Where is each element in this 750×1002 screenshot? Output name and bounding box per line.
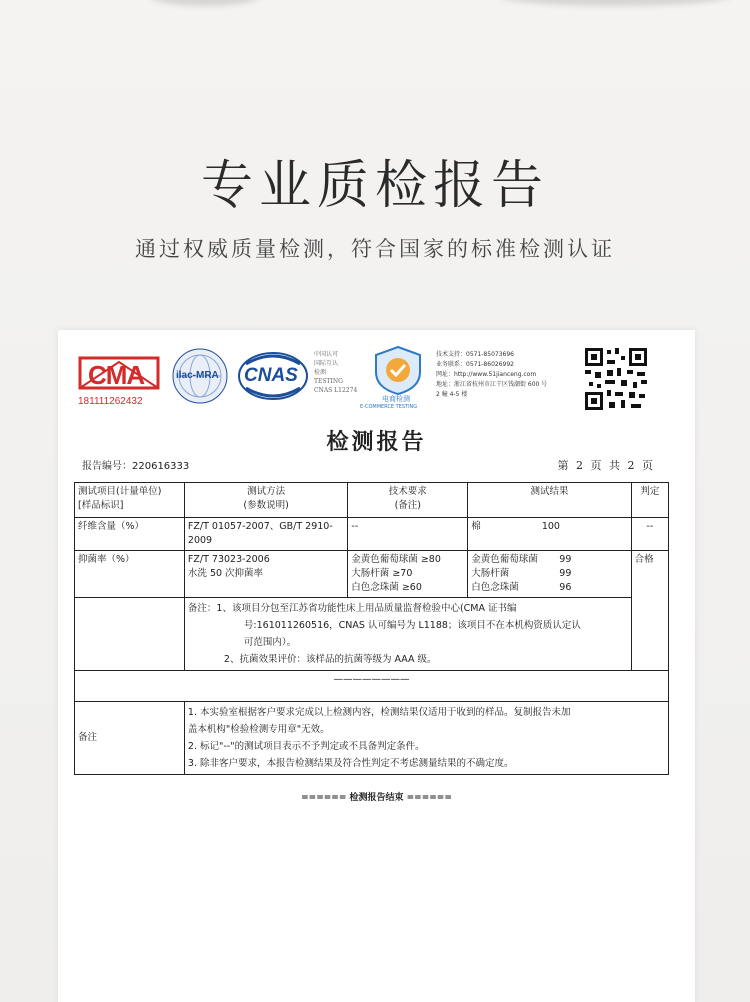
ilac-text: ilac-MRA bbox=[176, 370, 219, 381]
row2-method: FZ/T 73023-2006 水洗 50 次抑菌率 bbox=[184, 551, 347, 598]
inner-remark: 备注：1、该项目分包至江苏省功能性床上用品质量监督检验中心(CMA 证书编 号:161011260516，CNAS 认可编号为 L1188；该项目不在本机构资质认定认 可范围内）。 2、抗菌效果评价：该样品的抗菌等级为 AAA 级。 bbox=[184, 598, 631, 671]
table-row bbox=[75, 518, 669, 551]
col-header-verdict: 判定 bbox=[631, 483, 668, 518]
col-header-req-sub: (备注) bbox=[394, 500, 421, 511]
page-headline: 专业质检报告 bbox=[200, 156, 549, 216]
qr-code-icon bbox=[583, 346, 649, 412]
table-row bbox=[75, 598, 669, 671]
page-number: 第 2 页 共 2 页 bbox=[557, 459, 655, 472]
row1-result-name: 棉 bbox=[471, 521, 481, 532]
col-header-req: 技术要求 bbox=[388, 486, 427, 497]
row2-item: 抑菌率（%） bbox=[75, 551, 185, 598]
table-row bbox=[75, 702, 669, 775]
row1-result bbox=[468, 518, 631, 551]
report-number: 报告编号：220616333 bbox=[82, 461, 190, 472]
cma-number: 181111262432 bbox=[78, 396, 143, 407]
contact-info: 技术支持：0571-85073696 业务联系：0571-86026992 网址：http://www.51jianceng.com 地址：浙江省杭州市江干区钱潮街 600 号 2 幢 4-5 楼 bbox=[436, 351, 548, 398]
ecom-text-en: E-COMMERCE TESTING bbox=[360, 404, 418, 410]
report-end: ====== 检测报告结束 ====== bbox=[301, 793, 452, 803]
ecom-text-cn: 电商检测 bbox=[382, 395, 410, 403]
cnas-text: CNAS bbox=[244, 365, 298, 386]
cma-text: CMA bbox=[88, 360, 145, 390]
report-table bbox=[74, 482, 669, 775]
row1-verdict: -- bbox=[631, 518, 668, 551]
cnas-logo bbox=[238, 352, 308, 400]
page-subheadline: 通过权威质量检测，符合国家的标准检测认证 bbox=[135, 237, 615, 261]
row2-verdict: 合格 bbox=[631, 551, 668, 671]
top-decoration-right bbox=[500, 0, 730, 6]
report-title: 检测报告 bbox=[326, 429, 427, 455]
ecommerce-testing-logo bbox=[360, 344, 428, 414]
report-document bbox=[58, 330, 695, 1002]
table-row bbox=[75, 551, 669, 598]
notes-body: 1. 本实验室根据客户要求完成以上检测内容，检测结果仅适用于收到的样品。复制报告未加 盖本机构"检验检测专用章"无效。 2. 标记"--"的测试项目表示不予判定或不具备判定条件。 3. 除非客户要求，本报告检测结果及符合性判定不考虑测量结果的不确定度。 bbox=[184, 702, 668, 775]
notes-label: 备注 bbox=[75, 702, 185, 775]
col-header-item-sub: [样品标识] bbox=[78, 500, 124, 511]
cma-logo bbox=[78, 352, 163, 412]
ilac-mra-logo bbox=[172, 348, 228, 404]
top-decoration-left bbox=[150, 0, 260, 6]
logo-strip bbox=[78, 344, 678, 414]
col-header-item: 测试项目(计量单位) bbox=[78, 486, 162, 497]
table-header-row bbox=[75, 483, 669, 518]
table-row bbox=[75, 671, 669, 702]
col-header-method-sub: (参数说明) bbox=[243, 500, 289, 511]
row1-req: -- bbox=[348, 518, 468, 551]
row1-method: FZ/T 01057-2007、GB/T 2910-2009 bbox=[184, 518, 347, 551]
row1-result-value: 100 bbox=[541, 521, 560, 532]
row2-result: 金黄色葡萄球菌 99 大肠杆菌 99 白色念珠菌 96 bbox=[468, 551, 631, 598]
col-header-method: 测试方法 bbox=[247, 486, 286, 497]
row2-req: 金黄色葡萄球菌 ≥80 大肠杆菌 ≥70 白色念珠菌 ≥60 bbox=[348, 551, 468, 598]
cnas-label: 中国认可 国际互认 检测 TESTING CNAS L12274 bbox=[314, 351, 358, 394]
col-header-result: 测试结果 bbox=[468, 483, 631, 518]
divider-row: ———————— bbox=[75, 671, 669, 702]
row1-item: 纤维含量（%） bbox=[75, 518, 185, 551]
